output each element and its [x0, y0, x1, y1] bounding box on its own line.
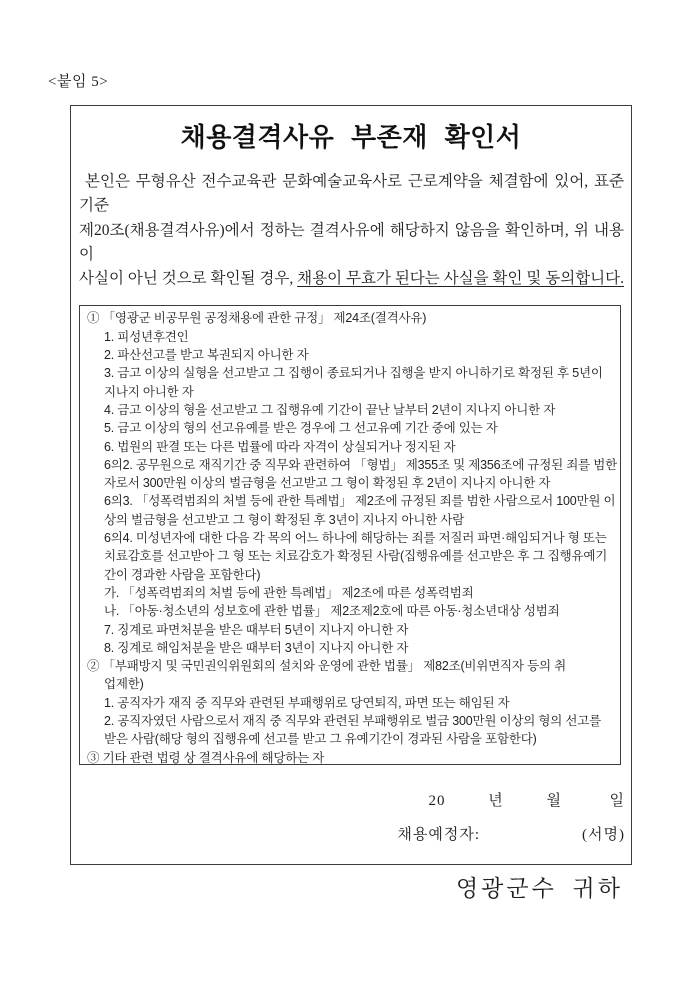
- intro-line-3: [79, 267, 624, 291]
- clause-line: 1. 피성년후견인: [104, 329, 189, 344]
- intro-line-2: 제20조(채용결격사유)에서 정하는 결격사유에 해당하지 않음을 확인하며, 위 내용이: [79, 221, 624, 263]
- page-title: 채용결격사유 부존재 확인서: [180, 122, 522, 152]
- intro-line-3-underlined: 채용이 무효가 된다는 사실을 확인 및 동의합니다.: [297, 270, 624, 288]
- clause-line: 2. 공직자였던 사람으로서 재직 중 직무와 관련된 부패행위로 벌금 300만원 이상의 형의 선고를: [104, 714, 602, 729]
- clause-line: 간이 경과한 사람을 포함한다): [104, 567, 261, 582]
- clause-line: 받은 사람(해당 형의 집행유예 선고를 받고 그 유예기간이 경과된 사람을 포함한다): [104, 732, 537, 747]
- clause-line: ① 「영광군 비공무원 공정채용에 관한 규정」 제24조(결격사유): [87, 311, 427, 326]
- date-line: 20 년 월 일: [428, 793, 625, 810]
- clause-line: 가. 「성폭력범죄의 처벌 등에 관한 특례법」 제2조에 따른 성폭력범죄: [104, 585, 474, 600]
- clause-line: 치료감호를 선고받아 그 형 또는 치료감호가 확정된 사람(집행유예를 선고받은 후 그 집행유예기: [104, 549, 608, 564]
- intro-line-3-prefix: 사실이 아닌 것으로 확인될 경우,: [79, 270, 294, 288]
- clause-line: 5. 금고 이상의 형의 선고유예를 받은 경우에 그 선고유예 기간 중에 있는 자: [104, 421, 498, 436]
- intro-line-1: 본인은 무형유산 전수교육관 문화예술교육사로 근로계약을 체결함에 있어, 표준기준: [79, 173, 624, 215]
- intro-paragraph: [79, 170, 624, 291]
- clause-line: 지나지 아니한 자: [104, 384, 194, 399]
- clause-line: ② 「부패방지 및 국민권익위원회의 설치와 운영에 관한 법률」 제82조(비위면직자 등의 취: [87, 659, 566, 674]
- signer-line: [71, 823, 631, 844]
- clause-line: 6. 법원의 판결 또는 다른 법률에 따라 자격이 상실되거나 정지된 자: [104, 439, 456, 454]
- disqualification-clauses-box: [79, 305, 621, 765]
- clause-line: 1. 공직자가 재직 중 직무와 관련된 부패행위로 당연퇴직, 파면 또는 해임된 자: [104, 695, 510, 710]
- clause-line: 6의2. 공무원으로 재직기간 중 직무와 관련하여 「형법」 제355조 및 제356조에 규정된 죄를 범한: [104, 457, 618, 472]
- attachment-label: <붙임 5>: [48, 74, 109, 90]
- clause-line: 3. 금고 이상의 실형을 선고받고 그 집행이 종료되거나 집행을 받지 아니하기로 확정된 후 5년이: [104, 366, 603, 381]
- clause-line: 업제한): [104, 677, 144, 692]
- clause-line: 4. 금고 이상의 형을 선고받고 그 집행유예 기간이 끝난 날부터 2년이 지나지 아니한 자: [104, 402, 556, 417]
- form-border-box: [70, 105, 632, 902]
- clause-line: 6의4. 미성년자에 대한 다음 각 목의 어느 하나에 해당하는 죄를 저질러 파면·해임되거나 형 또는: [104, 531, 607, 546]
- clause-line: 8. 징계로 해임처분을 받은 때부터 3년이 지나지 아니한 자: [104, 640, 409, 655]
- recipient-line: 영광군수 귀하: [455, 876, 623, 902]
- clause-line: 자로서 300만원 이상의 벌금형을 선고받고 그 형이 확정된 후 2년이 지나지 아니한 자: [104, 476, 551, 491]
- signer-label: 채용예정자:: [397, 827, 481, 844]
- clause-line: 6의3. 「성폭력범죄의 처벌 등에 관한 특례법」 제2조에 규정된 죄를 범한 사람으로서 100만원 이: [104, 494, 616, 509]
- signature-hint: (서명): [582, 827, 625, 844]
- clause-line: 7. 징계로 파면처분을 받은 때부터 5년이 지나지 아니한 자: [104, 622, 409, 637]
- clause-line: 2. 파산선고를 받고 복권되지 아니한 자: [104, 348, 309, 363]
- clause-line: 상의 벌금형을 선고받고 그 형이 확정된 후 3년이 지나지 아니한 사람: [104, 512, 465, 527]
- clause-line: ③ 기타 관련 법령 상 결격사유에 해당하는 자: [87, 750, 325, 765]
- clause-line: 나. 「아동·청소년의 성보호에 관한 법률」 제2조제2호에 따른 아동·청소년대상 성범죄: [104, 604, 560, 619]
